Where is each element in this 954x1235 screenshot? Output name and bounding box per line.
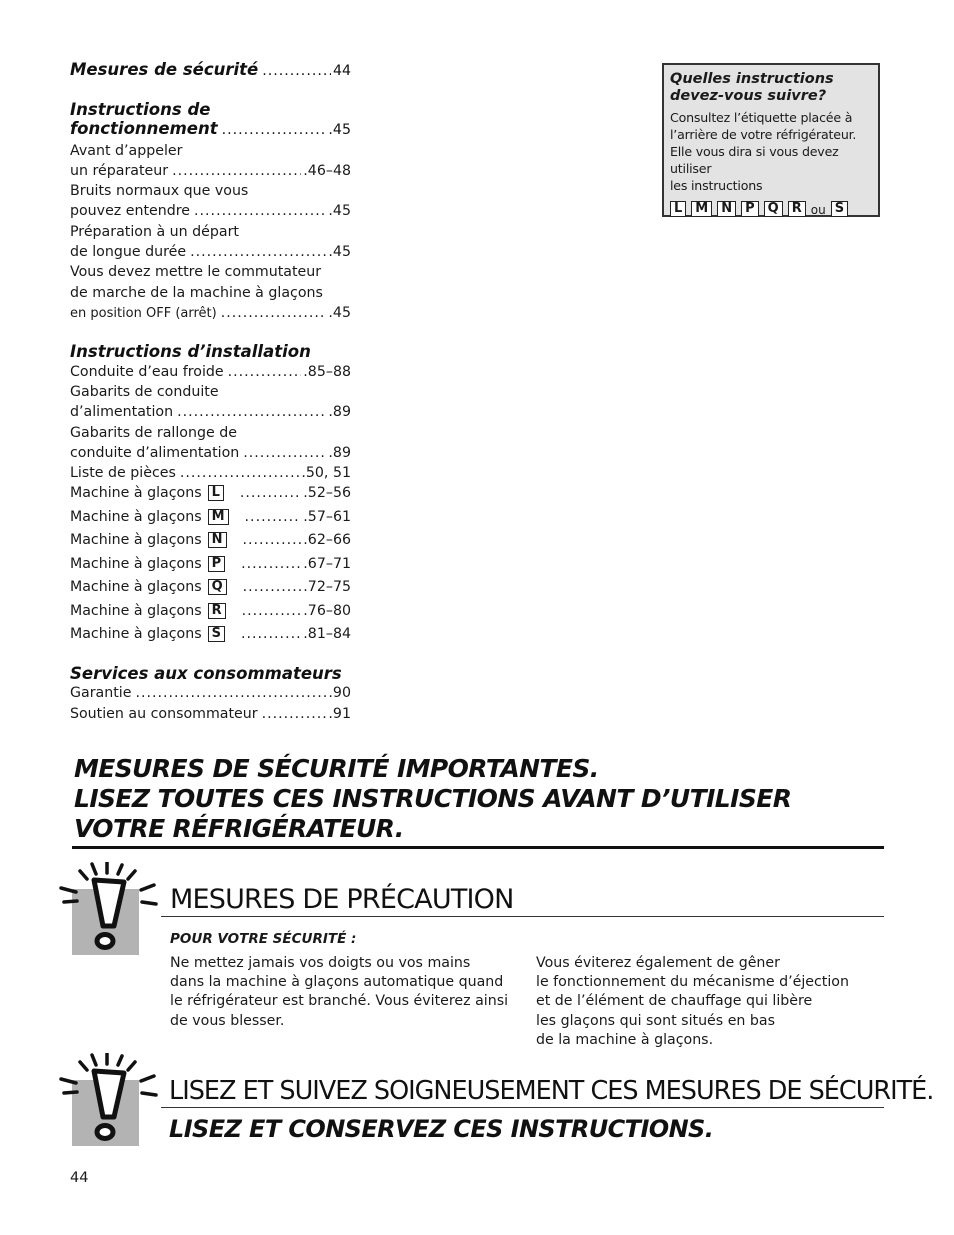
toc-entry-extension-templates[interactable]: Gabarits de rallonge de conduite d’alimentation ..... .89 bbox=[70, 423, 351, 464]
precaution-right-paragraph: Vous éviterez également de gêner le fonctionnement du mécanisme d’éjection et de l’élément de chauffage qui libère les glaçons qui sont situés en bas de la machine à glaçons. bbox=[536, 955, 849, 1048]
title-divider bbox=[72, 846, 884, 849]
toc-entry-normal-sounds[interactable]: Bruits normaux que vous pouvez entendre ..... .45 bbox=[70, 181, 351, 222]
model-letter-badge: N bbox=[717, 201, 736, 217]
model-letter-badge: R bbox=[788, 201, 806, 217]
toc-entry-icemaker-p[interactable]: Machine à glaçons P ..... .67–71 bbox=[70, 554, 351, 578]
model-letter-badge: L bbox=[670, 201, 686, 217]
toc-entry-icemaker-r[interactable]: Machine à glaçons R ..... .76–80 bbox=[70, 601, 351, 625]
toc-entry-ice-switch[interactable]: Vous devez mettre le commutateur de marche de la machine à glaçons en position OFF (arrêt) ..... .45 bbox=[70, 262, 351, 324]
precaution-divider bbox=[161, 916, 884, 917]
model-letter-badge: L bbox=[208, 485, 224, 501]
model-letters: L M N P Q R ou S bbox=[670, 201, 873, 217]
read-keep-heading: LISEZ ET CONSERVEZ CES INSTRUCTIONS. bbox=[169, 1115, 714, 1143]
warning-exclamation-icon bbox=[58, 1053, 158, 1148]
toc-entry-warranty[interactable]: Garantie ..... .90 bbox=[70, 683, 351, 703]
page-number: 44 bbox=[70, 1170, 89, 1186]
toc-entry-operating[interactable]: fonctionnement ..... .45 bbox=[70, 119, 351, 141]
toc-section-safety bbox=[70, 60, 351, 82]
toc-entry-supply-templates[interactable]: Gabarits de conduite d’alimentation ..... .89 bbox=[70, 382, 351, 423]
model-letter-badge: M bbox=[691, 201, 712, 217]
toc-entry-parts-list[interactable]: Liste de pièces ..... .50, 51 bbox=[70, 463, 351, 483]
infobox-text: Consultez l’étiquette placée à l’arrière de votre réfrigérateur. Elle vous dira si vous devez utiliser les instructions bbox=[670, 110, 857, 193]
toc-entry-icemaker-n[interactable]: Machine à glaçons N ..... .62–66 bbox=[70, 530, 351, 554]
model-letter-badge: Q bbox=[208, 579, 227, 595]
toc-entry-service[interactable]: Avant d’appeler un réparateur ..... .46–48 bbox=[70, 141, 351, 182]
toc-entry-icemaker-m[interactable]: Machine à glaçons M ..... .57–61 bbox=[70, 507, 351, 531]
model-letter-badge: Q bbox=[764, 201, 783, 217]
toc-entry-icemaker-l[interactable]: Machine à glaçons L ..... .52–56 bbox=[70, 483, 351, 507]
infobox-question: Quelles instructions devez-vous suivre? bbox=[670, 71, 834, 104]
toc-entry-icemaker-q[interactable]: Machine à glaçons Q ..... .72–75 bbox=[70, 577, 351, 601]
read-follow-divider bbox=[161, 1107, 884, 1108]
toc-section-install bbox=[70, 342, 351, 648]
toc-section-consumer bbox=[70, 664, 351, 724]
toc-entry-icemaker-s[interactable]: Machine à glaçons S ..... .81–84 bbox=[70, 624, 351, 648]
toc-entry-safety[interactable]: Mesures de sécurité ..... 44 bbox=[70, 60, 351, 82]
toc-section-operating bbox=[70, 100, 351, 325]
read-follow-heading: LISEZ ET SUIVEZ SOIGNEUSEMENT CES MESURES DE SÉCURITÉ. bbox=[169, 1076, 934, 1106]
model-letter-badge: R bbox=[208, 603, 226, 619]
toc-entry-vacation[interactable]: Préparation à un départ de longue durée ..... .45 bbox=[70, 222, 351, 263]
model-letter-badge: P bbox=[741, 201, 759, 217]
precaution-left-paragraph: Ne mettez jamais vos doigts ou vos mains dans la machine à glaçons automatique quand le réfrigérateur est branché. Vous éviterez ainsi de vous blesser. bbox=[170, 955, 509, 1029]
toc-entry-cold-water[interactable]: Conduite d’eau froide ..... .85–88 bbox=[70, 362, 351, 382]
table-of-contents bbox=[70, 60, 351, 736]
precaution-heading: MESURES DE PRÉCAUTION bbox=[170, 884, 514, 915]
model-letter-badge: N bbox=[208, 532, 227, 548]
toc-heading-operating: Instructions de bbox=[70, 99, 211, 119]
model-letter-badge: M bbox=[208, 509, 229, 525]
model-letter-badge: P bbox=[208, 556, 226, 572]
toc-entry-consumer-support[interactable]: Soutien au consommateur ..... .91 bbox=[70, 704, 351, 724]
model-letter-badge: S bbox=[831, 201, 848, 217]
model-letter-badge: S bbox=[208, 626, 225, 642]
page-title: MESURES DE SÉCURITÉ IMPORTANTES. LISEZ TOUTES CES INSTRUCTIONS AVANT D’UTILISER VOTRE RÉFRIGÉRATEUR. bbox=[74, 754, 792, 843]
toc-heading-install: Instructions d’installation bbox=[70, 342, 311, 362]
safety-label: POUR VOTRE SÉCURITÉ : bbox=[170, 931, 357, 947]
toc-heading-consumer: Services aux consommateurs bbox=[70, 663, 342, 683]
which-instructions-box bbox=[662, 63, 880, 217]
warning-exclamation-icon bbox=[58, 862, 158, 957]
